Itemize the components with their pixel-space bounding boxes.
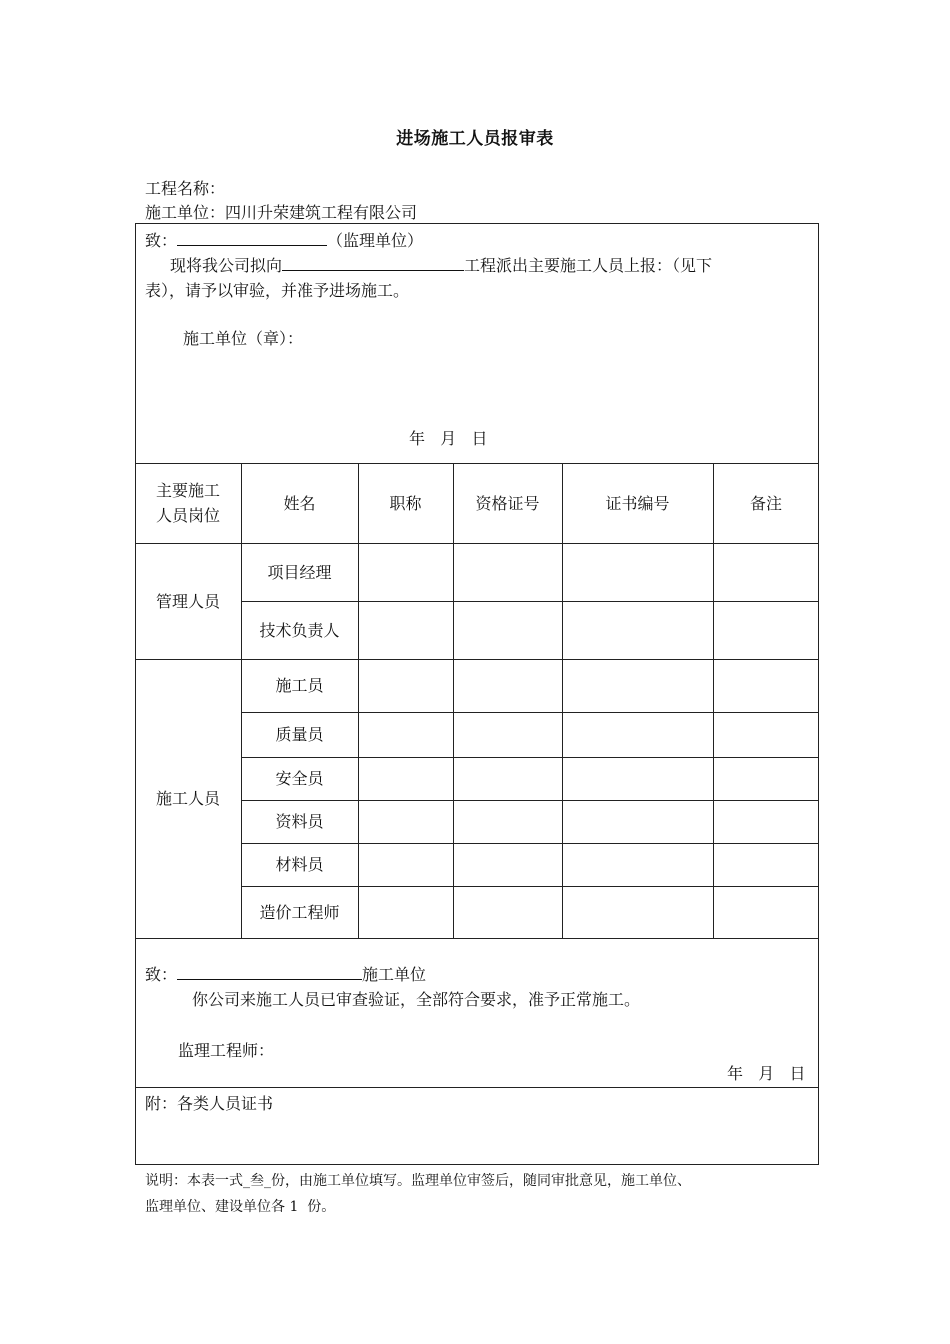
contractor-seal-label: 施工单位（章）：	[183, 329, 304, 348]
top-body-line2: 表），请予以审验，并准予进场施工。	[145, 281, 410, 300]
role-constructor: 施工员	[275, 676, 324, 695]
top-date: 年 月 日	[409, 429, 488, 448]
role-project-manager: 项目经理	[267, 562, 332, 582]
contractor-unit-blank[interactable]	[177, 962, 362, 980]
supervisor-unit-blank[interactable]	[177, 228, 327, 246]
role-documents: 资料员	[275, 812, 324, 831]
header-remarks: 备注	[749, 493, 782, 513]
role-materials: 材料员	[275, 855, 324, 874]
note-line-1: 说明：本表一式_叁_份，由施工单位填写。监理单位审签后，随同审批意见，施工单位、	[145, 1173, 691, 1189]
divider-table-bottom	[135, 938, 819, 939]
contractor-line: 施工单位：四川升荣建筑工程有限公司	[145, 203, 418, 222]
bottom-addressee: 致： 施工单位	[145, 962, 426, 985]
page-title: 进场施工人员报审表	[396, 129, 554, 149]
note-line-2: 监理单位、建设单位各 1 份。	[145, 1199, 336, 1215]
group-construction-staff: 施工人员	[155, 789, 220, 808]
project-name-label: 工程名称：	[145, 179, 226, 198]
attachment-label: 附：各类人员证书	[145, 1094, 274, 1113]
bottom-body: 你公司来施工人员已审查验证，全部符合要求，准予正常施工。	[192, 990, 641, 1009]
header-title: 职称	[389, 493, 422, 513]
divider-attachment	[135, 1087, 819, 1088]
top-body-line1: 现将我公司拟向 工程派出主要施工人员上报：（见下	[170, 253, 712, 276]
role-quality: 质量员	[275, 725, 324, 744]
header-qualification-no: 资格证号	[475, 493, 540, 513]
top-addressee: 致： （监理单位）	[145, 228, 423, 251]
group-management: 管理人员	[155, 591, 220, 611]
project-blank[interactable]	[282, 253, 464, 271]
role-safety: 安全员	[275, 769, 324, 788]
header-position: 主要施工 人员岗位	[155, 481, 220, 525]
header-name: 姓名	[283, 493, 316, 513]
bottom-date: 年 月 日	[727, 1064, 806, 1083]
role-technical-lead: 技术负责人	[259, 620, 340, 640]
supervisor-engineer-label: 监理工程师：	[178, 1041, 275, 1060]
header-certificate-no: 证书编号	[605, 493, 670, 513]
role-cost-engineer: 造价工程师	[259, 902, 340, 922]
